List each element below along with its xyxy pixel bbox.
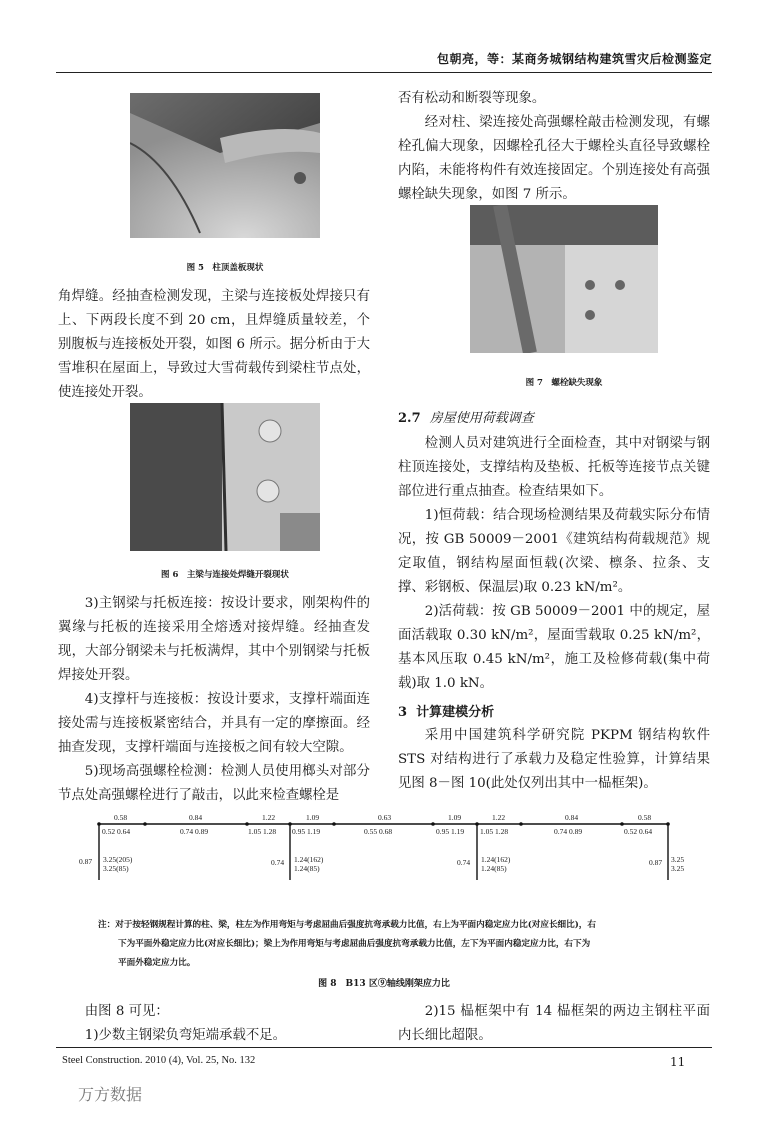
right-paragraph-6: 采用中国建筑科学研究院 PKPM 钢结构软件 STS 对结构进行了承载力及稳定性验算，计算结果见图 8－图 10(此处仅列出其中一榀框架)。 (398, 728, 710, 791)
beam-ratio-bottom: 1.05 1.28 (480, 827, 509, 836)
left-paragraph-3: 4)支撑杆与连接板：按设计要求，支撑杆端面连接处需与连接板紧密结合，并具有一定的摩擦面。经抽查发现，支撑杆端面与连接板之间有较大空隙。 (58, 692, 370, 755)
running-header: 包朝亮，等：某商务城钢结构建筑雪灾后检测鉴定 (436, 52, 712, 66)
right-paragraph-4: 1)恒荷载：结合现场检测结果及荷载实际分布情况，按 GB 50009－2001《建筑结构荷载规范》规定取值，钢结构屋面恒载(次梁、檩条、拉条、支撑、彩钢板、保温层)取 0.23 kN/m²。 (398, 508, 710, 595)
beam-ratio-bottom: 0.52 0.64 (624, 827, 653, 836)
figure-7-photo (470, 205, 658, 353)
column-ratio-right: 3.25 (671, 864, 685, 873)
beam-ratio-top: 1.09 (448, 813, 462, 822)
column-ratio-left: 0.87 (649, 858, 663, 867)
right-paragraph-3: 检测人员对建筑进行全面检查，其中对钢梁与钢柱顶连接处，支撑结构及垫板、托板等连接节点关键部位进行重点抽查。检查结果如下。 (398, 436, 710, 499)
column-ratio-right: 1.24(162) (481, 855, 511, 864)
left-paragraph-2: 3)主钢梁与托板连接：按设计要求，刚架构件的翼缘与托板的连接采用全熔透对接焊缝。经抽查发现，大部分钢梁未与托板满焊，其中个别钢梁与托板焊接处开裂。 (58, 596, 370, 683)
column-ratio-right: 3.25(85) (103, 864, 129, 873)
beam-ratio-bottom: 1.05 1.28 (248, 827, 277, 836)
figure-6-caption: 图 6 主梁与连接处焊缝开裂现状 (161, 570, 289, 580)
beam-ratio-top: 1.09 (306, 813, 320, 822)
column-ratio-left: 0.87 (79, 857, 93, 866)
left-paragraph-4: 5)现场高强螺栓检测：检测人员使用榔头对部分节点处高强螺栓进行了敲击，以此来检查螺栓是 (58, 764, 370, 803)
beam-ratio-top: 1.22 (262, 813, 276, 822)
beam-ratio-bottom: 0.95 1.19 (292, 827, 321, 836)
watermark: 万方数据 (78, 1085, 143, 1104)
header-rule (56, 72, 712, 73)
right-paragraph-2: 经对柱、梁连接处高强螺栓敲击检测发现，有螺栓孔偏大现象，因螺栓孔径大于螺栓头直径导致螺栓内陷，未能将构件有效连接固定。个别连接处有高强螺栓缺失现象，如图 7 所示。 (398, 115, 710, 202)
figure-8-note: 注：对于按轻钢规程计算的柱、梁，柱左为作用弯矩与考虑屈曲后强度抗弯承载力比值，右上为平面内稳定应力比(对应长细比)，右 下为平面外稳定应力比(对应长细比)；梁上为作用弯矩与考虑屈曲后强度抗弯承载力比值，左下为平面内稳定应力比，右下为 平面外稳定应力比。 (98, 920, 596, 968)
bottom-right-1: 2)15 榀框架中有 14 榀框架的两边主钢柱平面内长细比超限。 (398, 1004, 710, 1043)
beam-ratio-bottom: 0.52 0.64 (102, 827, 131, 836)
beam-ratio-bottom: 0.95 1.19 (436, 827, 465, 836)
beam-ratio-top: 0.58 (114, 813, 128, 822)
beam-ratio-top: 0.84 (189, 813, 203, 822)
page-number: 11 (670, 1055, 686, 1069)
journal-citation: Steel Construction. 2010 (4), Vol. 25, No. 132 (62, 1055, 256, 1066)
figure-8-caption: 图 8 B13 区⑨轴线刚架应力比 (318, 979, 450, 989)
bottom-left-2: 1)少数主钢梁负弯矩端承载不足。 (84, 1028, 287, 1043)
column-ratio-right: 3.25 (671, 855, 685, 864)
footer-rule (56, 1047, 712, 1048)
column-ratio-right: 3.25(205) (103, 855, 133, 864)
beam-ratio-top: 0.63 (378, 813, 392, 822)
beam-ratio-top: 0.58 (638, 813, 652, 822)
beam-ratio-bottom: 0.74 0.89 (180, 827, 209, 836)
right-paragraph-1: 否有松动和断裂等现象。 (398, 91, 546, 106)
beam-ratio-bottom: 0.55 0.68 (364, 827, 393, 836)
beam-ratio-bottom: 0.74 0.89 (554, 827, 583, 836)
column-ratio-left: 0.74 (457, 858, 471, 867)
section-2-7-heading: 2.7 房屋使用荷载调查 (398, 411, 534, 426)
bottom-left-1: 由图 8 可见： (84, 1004, 169, 1019)
figure-7-caption: 图 7 螺栓缺失现象 (525, 378, 603, 388)
beam-ratio-top: 1.22 (492, 813, 506, 822)
figure-6-photo (130, 403, 320, 551)
column-ratio-right: 1.24(85) (294, 864, 320, 873)
section-3-heading: 3 计算建模分析 (398, 705, 495, 720)
left-paragraph-1: 角焊缝。经抽查检测发现，主梁与连接板处焊接只有上、下两段长度不到 20 cm，且焊缝质量较差，个别腹板与连接板处开裂，如图 6 所示。据分析由于大雪堆积在屋面上，导致过大雪荷载传到梁柱节点处，使连接处开裂。 (58, 289, 370, 400)
beam-ratio-top: 0.84 (565, 813, 579, 822)
column-ratio-right: 1.24(162) (294, 855, 324, 864)
figure-5-caption: 图 5 柱顶盖板现状 (186, 263, 264, 273)
column-ratio-left: 0.74 (271, 858, 285, 867)
figure-5-photo (130, 93, 320, 238)
column-ratio-right: 1.24(85) (481, 864, 507, 873)
right-paragraph-5: 2)活荷载：按 GB 50009－2001 中的规定，屋面活载取 0.30 kN/m²，屋面雪载取 0.25 kN/m²，基本风压取 0.45 kN/m²，施工及检修荷载(集中荷载)取 1.0 kN。 (398, 604, 710, 691)
